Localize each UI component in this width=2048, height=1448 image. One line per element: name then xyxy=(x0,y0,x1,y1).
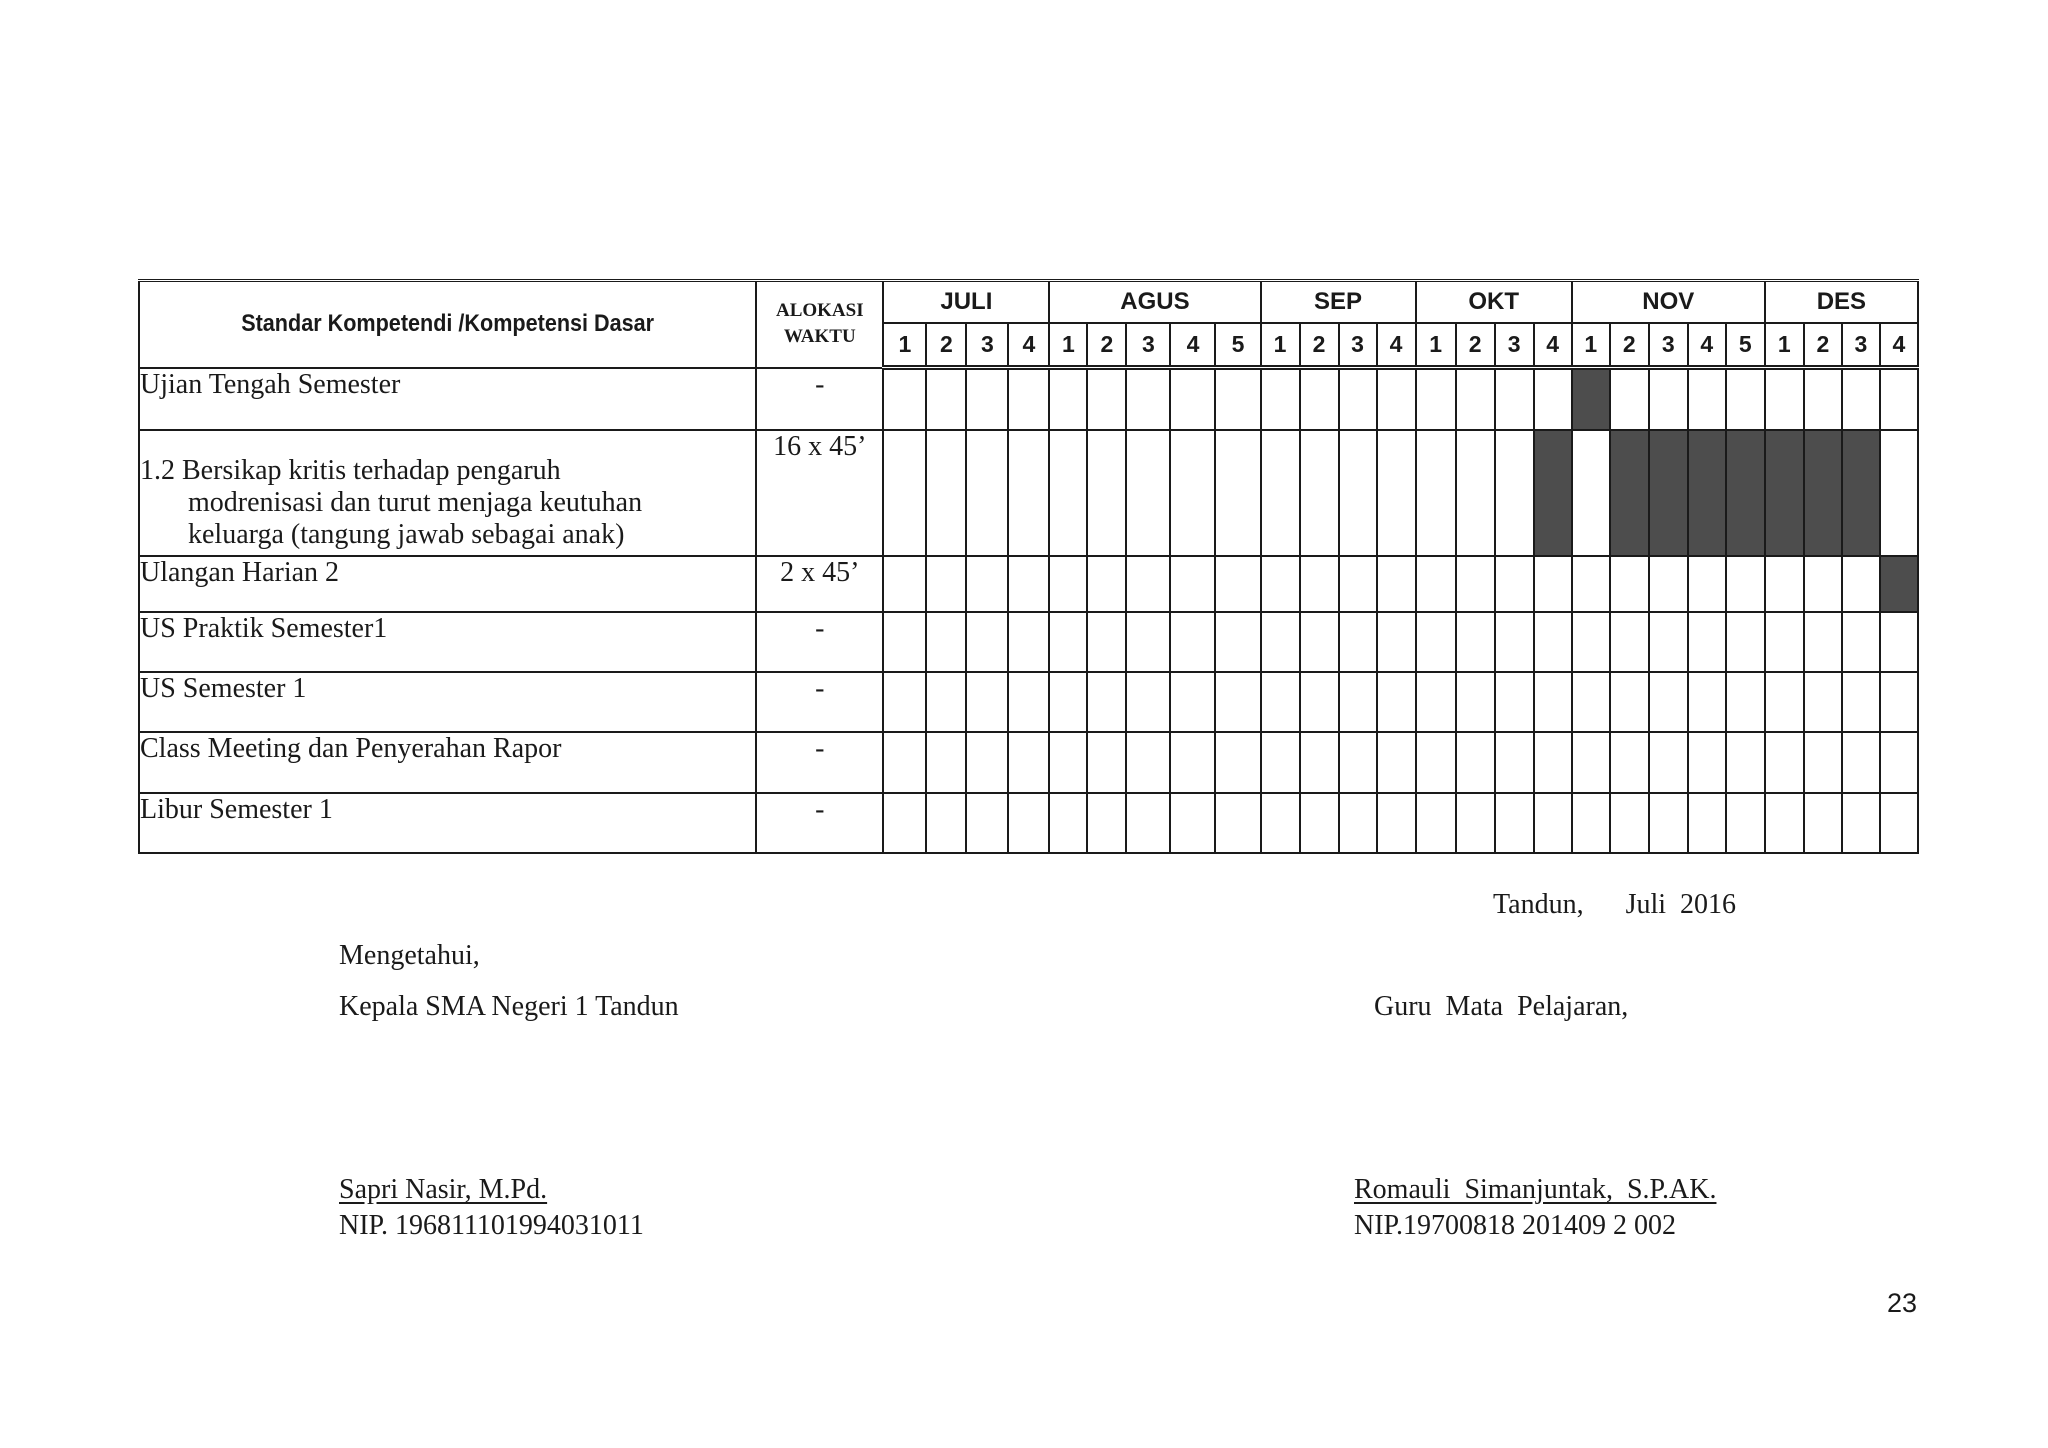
week-cell xyxy=(1688,732,1726,793)
week-cell xyxy=(1456,612,1495,672)
week-cell xyxy=(926,672,966,733)
week-cell xyxy=(1495,732,1534,793)
week-cell xyxy=(1572,612,1610,672)
week-cell xyxy=(1377,793,1416,853)
week-cell xyxy=(1300,556,1339,612)
week-header: 3 xyxy=(1842,323,1880,368)
week-cell xyxy=(1649,732,1688,793)
week-header: 4 xyxy=(1008,323,1049,368)
week-cell xyxy=(1765,793,1804,853)
week-cell xyxy=(1534,368,1572,431)
week-cell xyxy=(1495,672,1534,733)
week-cell xyxy=(1842,556,1880,612)
filled-week-cell xyxy=(1610,430,1649,556)
week-header: 1 xyxy=(1416,323,1456,368)
week-cell xyxy=(1261,556,1300,612)
week-cell xyxy=(1572,793,1610,853)
week-cell xyxy=(1416,612,1456,672)
week-cell xyxy=(1126,368,1170,431)
week-cell xyxy=(1049,430,1087,556)
filled-week-cell xyxy=(1649,430,1688,556)
table-row xyxy=(139,672,1918,733)
week-cell xyxy=(1880,793,1918,853)
week-cell xyxy=(1572,556,1610,612)
allocation-cell: 16 x 45’ xyxy=(756,430,883,556)
principal-nip: NIP. 196811101994031011 xyxy=(339,1210,644,1241)
allocation-cell: - xyxy=(756,732,883,793)
week-cell xyxy=(1008,368,1049,431)
week-header: 1 xyxy=(1261,323,1300,368)
week-cell xyxy=(1880,430,1918,556)
week-cell xyxy=(1215,612,1260,672)
week-cell xyxy=(1126,672,1170,733)
week-cell xyxy=(1804,732,1842,793)
week-cell xyxy=(1339,732,1377,793)
week-cell xyxy=(1416,793,1456,853)
week-cell xyxy=(1300,612,1339,672)
week-cell xyxy=(966,732,1008,793)
week-cell xyxy=(883,612,926,672)
week-cell xyxy=(1300,793,1339,853)
week-cell xyxy=(1688,672,1726,733)
week-cell xyxy=(1842,612,1880,672)
week-cell xyxy=(1726,732,1765,793)
week-cell xyxy=(1008,556,1049,612)
competency-header: Standar Kompetendi /Kompetensi Dasar xyxy=(170,281,726,368)
month-header: JULI xyxy=(883,281,1049,324)
week-cell xyxy=(1339,556,1377,612)
week-cell xyxy=(1842,368,1880,431)
week-cell xyxy=(1880,368,1918,431)
week-cell xyxy=(966,368,1008,431)
week-cell xyxy=(1456,556,1495,612)
week-cell xyxy=(1572,732,1610,793)
week-header: 2 xyxy=(1087,323,1126,368)
competency-text: keluarga (tangung jawab sebagai anak) xyxy=(188,519,625,551)
week-cell xyxy=(1572,672,1610,733)
week-header: 3 xyxy=(1126,323,1170,368)
week-header: 4 xyxy=(1880,323,1918,368)
week-cell xyxy=(1495,368,1534,431)
week-cell xyxy=(1170,672,1215,733)
week-cell xyxy=(1534,556,1572,612)
week-cell xyxy=(883,430,926,556)
week-cell xyxy=(1534,732,1572,793)
week-cell xyxy=(1456,430,1495,556)
week-cell xyxy=(1726,672,1765,733)
week-header: 2 xyxy=(1456,323,1495,368)
week-cell xyxy=(1765,672,1804,733)
week-cell xyxy=(1008,672,1049,733)
week-cell xyxy=(1377,672,1416,733)
competency-text: Ujian Tengah Semester xyxy=(140,368,401,400)
filled-week-cell xyxy=(1842,430,1880,556)
week-cell xyxy=(1339,793,1377,853)
week-cell xyxy=(1215,430,1260,556)
week-cell xyxy=(1649,793,1688,853)
week-cell xyxy=(883,556,926,612)
week-header: 2 xyxy=(1804,323,1842,368)
week-header: 1 xyxy=(883,323,926,368)
week-cell xyxy=(1610,672,1649,733)
week-cell xyxy=(1842,793,1880,853)
week-cell xyxy=(1087,793,1126,853)
competency-text: Class Meeting dan Penyerahan Rapor xyxy=(140,733,562,765)
schedule-table xyxy=(138,279,1919,854)
allocation-cell: - xyxy=(756,672,883,733)
acknowledged-label: Mengetahui, xyxy=(339,940,480,971)
table-row xyxy=(139,430,1918,556)
week-cell xyxy=(883,732,926,793)
week-cell xyxy=(1215,368,1260,431)
week-cell xyxy=(1765,732,1804,793)
week-cell xyxy=(1049,732,1087,793)
competency-text: Ulangan Harian 2 xyxy=(140,557,340,588)
week-cell xyxy=(1170,793,1215,853)
filled-week-cell xyxy=(1880,556,1918,612)
week-cell xyxy=(1880,612,1918,672)
competency-cell xyxy=(139,556,756,612)
week-cell xyxy=(1049,556,1087,612)
week-cell xyxy=(926,556,966,612)
week-cell xyxy=(1126,732,1170,793)
filled-week-cell xyxy=(1572,368,1610,431)
week-cell xyxy=(1261,430,1300,556)
filled-week-cell xyxy=(1765,430,1804,556)
competency-text: US Semester 1 xyxy=(140,672,307,704)
month-header: DES xyxy=(1765,281,1918,324)
week-cell xyxy=(1261,793,1300,853)
week-cell xyxy=(1495,430,1534,556)
week-cell xyxy=(1610,556,1649,612)
table-row xyxy=(139,556,1918,612)
week-cell xyxy=(1688,793,1726,853)
week-cell xyxy=(1008,793,1049,853)
week-cell xyxy=(1087,672,1126,733)
week-cell xyxy=(926,732,966,793)
week-cell xyxy=(1416,556,1456,612)
table-row xyxy=(139,793,1918,853)
week-cell xyxy=(1377,556,1416,612)
week-cell xyxy=(1804,672,1842,733)
week-cell xyxy=(1804,612,1842,672)
week-cell xyxy=(1261,368,1300,431)
month-header-row xyxy=(139,281,1918,324)
week-cell xyxy=(1726,556,1765,612)
week-cell xyxy=(1087,368,1126,431)
week-cell xyxy=(926,612,966,672)
week-cell xyxy=(1377,430,1416,556)
week-cell xyxy=(1765,368,1804,431)
month-header: NOV xyxy=(1572,281,1765,324)
competency-cell xyxy=(139,732,756,793)
week-cell xyxy=(926,430,966,556)
week-cell xyxy=(1649,368,1688,431)
week-cell xyxy=(1261,672,1300,733)
week-cell xyxy=(1261,612,1300,672)
week-cell xyxy=(1049,612,1087,672)
week-cell xyxy=(1170,430,1215,556)
week-cell xyxy=(1087,732,1126,793)
week-cell xyxy=(1688,368,1726,431)
principal-title: Kepala SMA Negeri 1 Tandun xyxy=(339,991,679,1022)
teacher-name: Romauli Simanjuntak, S.P.AK. xyxy=(1354,1174,1717,1205)
competency-cell xyxy=(139,612,756,672)
week-header: 4 xyxy=(1534,323,1572,368)
week-cell xyxy=(1649,556,1688,612)
week-cell xyxy=(1215,793,1260,853)
week-cell xyxy=(966,672,1008,733)
week-header: 3 xyxy=(1495,323,1534,368)
month-header: AGUS xyxy=(1049,281,1260,324)
competency-cell xyxy=(139,368,756,431)
week-cell xyxy=(1008,612,1049,672)
week-cell xyxy=(1456,672,1495,733)
week-cell xyxy=(1804,793,1842,853)
week-cell xyxy=(1377,612,1416,672)
week-cell xyxy=(1049,793,1087,853)
week-header: 4 xyxy=(1688,323,1726,368)
week-cell xyxy=(1087,430,1126,556)
filled-week-cell xyxy=(1688,430,1726,556)
competency-text: modrenisasi dan turut menjaga keutuhan xyxy=(188,487,643,519)
week-cell xyxy=(1495,612,1534,672)
teacher-title: Guru Mata Pelajaran, xyxy=(1374,991,1629,1022)
allocation-cell: 2 x 45’ xyxy=(756,556,883,612)
week-cell xyxy=(1008,430,1049,556)
week-cell xyxy=(1456,368,1495,431)
week-cell xyxy=(1126,430,1170,556)
month-header: OKT xyxy=(1416,281,1572,324)
week-cell xyxy=(1339,672,1377,733)
week-cell xyxy=(966,430,1008,556)
week-header: 1 xyxy=(1765,323,1804,368)
week-cell xyxy=(1339,612,1377,672)
week-header: 5 xyxy=(1215,323,1260,368)
week-cell xyxy=(1649,672,1688,733)
week-cell xyxy=(1170,612,1215,672)
competency-cell xyxy=(139,672,756,733)
week-cell xyxy=(1610,612,1649,672)
month-header: SEP xyxy=(1261,281,1416,324)
week-cell xyxy=(1804,556,1842,612)
week-cell xyxy=(1170,556,1215,612)
competency-text: 1.2 Bersikap kritis terhadap pengaruh xyxy=(140,455,561,487)
week-header: 3 xyxy=(966,323,1008,368)
week-header: 3 xyxy=(1339,323,1377,368)
week-cell xyxy=(1126,612,1170,672)
week-cell xyxy=(1300,672,1339,733)
week-cell xyxy=(1126,793,1170,853)
week-header: 5 xyxy=(1726,323,1765,368)
week-cell xyxy=(1765,556,1804,612)
week-cell xyxy=(1339,368,1377,431)
week-cell xyxy=(1049,672,1087,733)
week-cell xyxy=(966,793,1008,853)
page-number: 23 xyxy=(1887,1288,1918,1318)
week-cell xyxy=(1416,672,1456,733)
week-header: 2 xyxy=(1610,323,1649,368)
place-date: Tandun, Juli 2016 xyxy=(1493,889,1737,920)
week-cell xyxy=(883,793,926,853)
week-cell xyxy=(1215,556,1260,612)
week-cell xyxy=(1726,793,1765,853)
table-row xyxy=(139,612,1918,672)
week-cell xyxy=(1880,732,1918,793)
week-cell xyxy=(1688,612,1726,672)
week-cell xyxy=(1495,556,1534,612)
week-cell xyxy=(966,556,1008,612)
allocation-cell: - xyxy=(756,793,883,853)
week-cell xyxy=(1416,430,1456,556)
week-cell xyxy=(1842,672,1880,733)
week-cell xyxy=(1534,793,1572,853)
week-header: 4 xyxy=(1170,323,1215,368)
week-cell xyxy=(1416,368,1456,431)
week-cell xyxy=(1170,732,1215,793)
week-cell xyxy=(1804,368,1842,431)
week-cell xyxy=(1300,430,1339,556)
week-cell xyxy=(1416,732,1456,793)
table-row xyxy=(139,368,1918,431)
week-cell xyxy=(926,368,966,431)
week-cell xyxy=(1170,368,1215,431)
week-cell xyxy=(1610,732,1649,793)
week-cell xyxy=(1842,732,1880,793)
week-cell xyxy=(1215,732,1260,793)
week-cell xyxy=(1300,368,1339,431)
week-cell xyxy=(1339,430,1377,556)
week-cell xyxy=(1610,368,1649,431)
week-cell xyxy=(1215,672,1260,733)
week-cell xyxy=(883,672,926,733)
week-cell xyxy=(1534,612,1572,672)
week-cell xyxy=(1300,732,1339,793)
principal-name: Sapri Nasir, M.Pd. xyxy=(339,1174,548,1205)
allocation-cell: - xyxy=(756,612,883,672)
week-header: 4 xyxy=(1377,323,1416,368)
week-cell xyxy=(1534,672,1572,733)
week-cell xyxy=(1765,612,1804,672)
table-row xyxy=(139,732,1918,793)
competency-text: US Praktik Semester1 xyxy=(140,612,388,644)
competency-cell xyxy=(139,793,756,853)
week-cell xyxy=(1377,732,1416,793)
week-cell xyxy=(966,612,1008,672)
filled-week-cell xyxy=(1804,430,1842,556)
week-cell xyxy=(1049,368,1087,431)
week-cell xyxy=(1087,556,1126,612)
week-header: 1 xyxy=(1049,323,1087,368)
week-cell xyxy=(883,368,926,431)
week-cell xyxy=(1572,430,1610,556)
teacher-nip: NIP.19700818 201409 2 002 xyxy=(1354,1210,1677,1241)
week-cell xyxy=(1610,793,1649,853)
week-cell xyxy=(1126,556,1170,612)
competency-cell xyxy=(139,430,756,556)
week-cell xyxy=(1880,672,1918,733)
week-cell xyxy=(1261,732,1300,793)
week-cell xyxy=(1495,793,1534,853)
week-header: 3 xyxy=(1649,323,1688,368)
week-cell xyxy=(1726,612,1765,672)
week-cell xyxy=(1688,556,1726,612)
competency-text: Libur Semester 1 xyxy=(140,794,333,826)
week-cell xyxy=(1456,793,1495,853)
week-cell xyxy=(926,793,966,853)
filled-week-cell xyxy=(1534,430,1572,556)
allocation-cell: - xyxy=(756,368,883,431)
week-header: 1 xyxy=(1572,323,1610,368)
week-cell xyxy=(1726,368,1765,431)
week-cell xyxy=(1649,612,1688,672)
allocation-header: ALOKASI WAKTU xyxy=(756,281,883,368)
week-cell xyxy=(1377,368,1416,431)
filled-week-cell xyxy=(1726,430,1765,556)
week-cell xyxy=(1008,732,1049,793)
week-cell xyxy=(1087,612,1126,672)
week-cell xyxy=(1456,732,1495,793)
week-header: 2 xyxy=(926,323,966,368)
week-header: 2 xyxy=(1300,323,1339,368)
